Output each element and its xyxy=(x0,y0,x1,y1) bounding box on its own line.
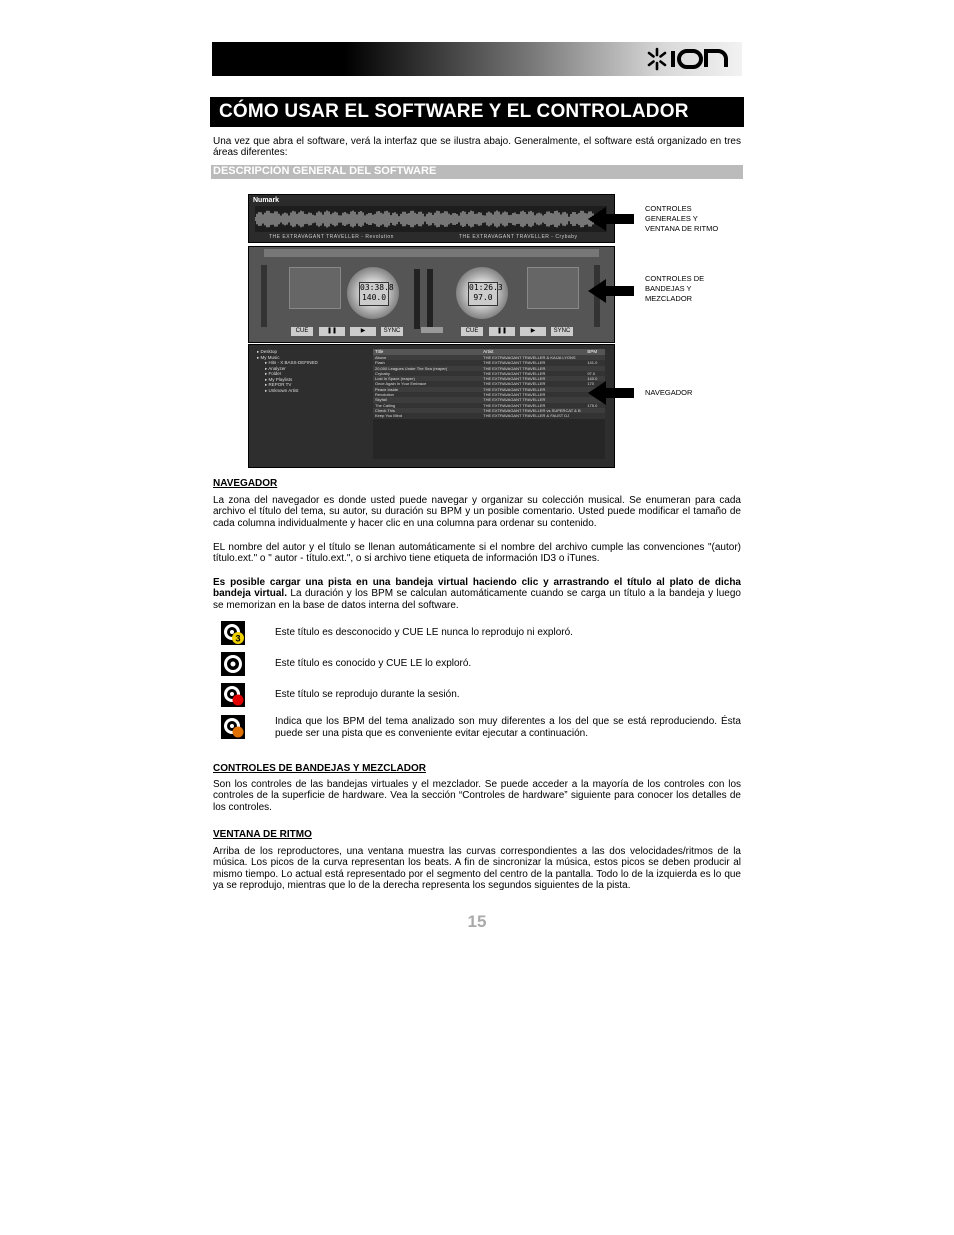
table-cell: THE EXTRAVAGANT TRAVELLER & FAUST DJ xyxy=(483,413,570,419)
table-cell: THE EXTRAVAGANT TRAVELLER xyxy=(483,392,546,398)
track-left-label: THE EXTRAVAGANT TRAVELLER - Revolution xyxy=(269,234,394,240)
table-cell: THE EXTRAVAGANT TRAVELLER xyxy=(483,376,546,382)
software-screenshot xyxy=(248,194,646,472)
navegador-heading: NAVEGADOR xyxy=(213,478,278,489)
intro-paragraph: Una vez que abra el software, verá la interfaz que se ilustra abajo. Generalmente, el software está organizado en tres áreas diferentes: xyxy=(213,136,741,159)
header-bar xyxy=(212,42,742,76)
right-vu-meter xyxy=(427,269,433,329)
navegador-p3-bold: Es posible cargar una pista en una bandeja virtual haciendo clic y arrastrando el título al plato de dicha bandeja virtual. xyxy=(213,577,741,600)
table-cell: 97.0 xyxy=(587,370,596,376)
left-play-button[interactable]: ▶ xyxy=(350,327,376,336)
table-cell: Flash xyxy=(375,360,385,366)
crossfader[interactable] xyxy=(421,327,443,333)
right-time: 01:26.3 xyxy=(469,283,503,292)
table-cell: 141.0 xyxy=(587,360,598,366)
folder-tree xyxy=(255,349,367,459)
legend-text: Indica que los BPM del tema analizado son muy diferentes a los del que se está reproduciendo. Ésta puede ser una pista que es conveniente evitar ejecutar a continuación. xyxy=(275,716,741,739)
arrow-icon xyxy=(588,379,638,407)
browser-panel xyxy=(248,344,615,468)
column-header[interactable]: BPM xyxy=(587,349,598,354)
left-deck-display xyxy=(359,282,394,306)
svg-text:3: 3 xyxy=(235,633,241,644)
callout-general-controls xyxy=(645,204,718,234)
table-cell: THE EXTRAVAGANT TRAVELLER xyxy=(483,381,546,387)
page-title: CÓMO USAR EL SOFTWARE Y EL CONTROLADOR xyxy=(219,101,689,122)
left-pause-button[interactable]: ❚❚ xyxy=(319,327,345,336)
played-track-icon xyxy=(221,683,245,707)
right-deck-display xyxy=(468,282,503,306)
table-cell: 170 xyxy=(587,381,594,387)
callout-browser xyxy=(645,388,692,398)
brand-label: Numark xyxy=(253,197,280,204)
callout-decks-mixer xyxy=(645,274,704,304)
page-number: 15 xyxy=(467,912,487,931)
ventana-heading: VENTANA DE RITMO xyxy=(213,829,312,840)
folder-item[interactable]: ▸ REPOR TV xyxy=(265,382,292,387)
table-cell: Revolution xyxy=(375,392,394,398)
right-cue-button[interactable]: CUE xyxy=(461,327,483,336)
controles-heading: CONTROLES DE BANDEJAS Y MEZCLADOR xyxy=(213,763,426,774)
left-time: 03:38.8 xyxy=(360,283,394,292)
callout-line: GENERALES Y xyxy=(645,214,698,223)
table-cell: 140.0 xyxy=(587,376,598,382)
general-controls-panel xyxy=(248,194,615,243)
table-cell: Lost In Space (reaper) xyxy=(375,376,415,382)
right-pause-button[interactable]: ❚❚ xyxy=(489,327,515,336)
table-cell: THE EXTRAVAGANT TRAVELLER & KAIJA LYONS xyxy=(483,355,576,360)
controles-paragraph: Son los controles de las bandejas virtuales y el mezclador. Se puede acceder a la mayoría de los controles con los controles de la superficie de hardware. Vea la sección “Controles de hardware” siguiente para conocer los detalles de los controles. xyxy=(213,779,741,813)
table-cell: THE EXTRAVAGANT TRAVELLER xyxy=(483,402,546,408)
table-cell: The Calling xyxy=(375,402,396,408)
table-row[interactable] xyxy=(373,413,605,418)
table-cell: Peace Inside xyxy=(375,386,399,392)
column-header[interactable]: Title xyxy=(375,349,384,354)
navegador-p3-rest: La duración y los BPM se calculan automáticamente cuando se carga un título a la bandeja y luego se memorizan en la base de datos interna del software. xyxy=(213,588,741,611)
navegador-paragraph-3 xyxy=(213,577,741,611)
table-cell: 175.0 xyxy=(587,402,598,408)
table-cell: THE EXTRAVAGANT TRAVELLER xyxy=(483,397,546,403)
section-title-bar xyxy=(210,97,744,127)
left-cue-button[interactable]: CUE xyxy=(291,327,313,336)
right-play-button[interactable]: ▶ xyxy=(520,327,546,336)
legend-text: Este título se reprodujo durante la sesión. xyxy=(275,689,460,700)
callout-line: CONTROLES DE xyxy=(645,274,705,283)
table-cell: Skyfall xyxy=(375,397,387,403)
callout-line: NAVEGADOR xyxy=(645,388,693,397)
left-bpm: 140.0 xyxy=(361,293,387,302)
left-sync-button[interactable]: SYNC xyxy=(381,327,403,336)
navegador-paragraph-1: La zona del navegador es donde usted puede navegar y organizar su colección musical. Se enumeran para cada archivo el título del tema, su autor, su duración su BPM y un posible comentario. Usted puede modificar el tamaño de cada columna individualmente y hacer clic en una columna para ordenar su contenido. xyxy=(213,495,741,529)
subsection-title: DESCRIPCIÓN GENERAL DEL SOFTWARE xyxy=(213,165,437,177)
right-deck-controls xyxy=(527,267,579,309)
table-cell: THE EXTRAVAGANT TRAVELLER xyxy=(483,386,546,392)
waveform xyxy=(255,206,607,232)
arrow-icon xyxy=(588,277,638,305)
right-platter[interactable] xyxy=(456,267,508,319)
track-list xyxy=(373,349,605,459)
subsection-bar xyxy=(211,165,743,179)
folder-item[interactable]: ▸ Analyzer xyxy=(265,365,286,371)
arrow-icon xyxy=(588,205,638,233)
column-header[interactable]: Artist xyxy=(483,349,494,354)
left-platter[interactable] xyxy=(347,267,399,319)
right-sync-button[interactable]: SYNC xyxy=(551,327,573,336)
table-cell: Crybaby xyxy=(375,370,390,376)
table-cell: Keep You Mind xyxy=(375,413,402,419)
folder-item[interactable]: ▸ Desktop xyxy=(257,349,278,354)
ventana-paragraph: Arriba de los reproductores, una ventana muestra las curvas correspondientes a las dos velocidades/ritmos de la música. Los picos de la curva representan los beats. A fin de sincronizar la música, estos picos se deben producir al mismo tiempo. Lo actual está representado por el segmento del centro de la pantalla. Todo lo de la izquierda es lo que ya se reprodujo, mientras que lo de la derecha representa los segundos siguientes de la pista. xyxy=(213,846,741,892)
left-vu-meter xyxy=(414,269,420,329)
callout-line: VENTANA DE RITMO xyxy=(645,224,719,233)
callout-line: BANDEJAS Y xyxy=(645,284,692,293)
folder-item[interactable]: ▸ Folder xyxy=(265,371,282,376)
navegador-paragraph-2: EL nombre del autor y el título se llenan automáticamente si el nombre del archivo cumple las convenciones "(autor) título.ext." o " autor - título.ext.", o si archivo tiene etiqueta de información ID3 o iTunes. xyxy=(213,542,741,565)
table-cell: 20,000 Leagues Under The Sea (reaper) xyxy=(375,365,448,371)
folder-item[interactable]: ▸ Hits - X BASS-DEFINED xyxy=(265,360,318,365)
beat-window xyxy=(255,206,607,232)
table-cell: THE EXTRAVAGANT TRAVELLER vs SUPERCAT & B xyxy=(483,407,581,413)
callout-line: MEZCLADOR xyxy=(645,294,693,303)
table-cell: THE EXTRAVAGANT TRAVELLER xyxy=(483,365,546,371)
table-cell: THE EXTRAVAGANT TRAVELLER xyxy=(483,360,546,366)
overview-strip xyxy=(264,249,599,257)
ion-logo xyxy=(646,46,732,72)
folder-item[interactable]: ▸ My Music xyxy=(257,354,280,360)
folder-item[interactable]: ▸ My Playlists xyxy=(265,376,293,382)
unknown-track-icon xyxy=(221,621,245,645)
left-deck-controls xyxy=(289,267,341,309)
table-cell: THE EXTRAVAGANT TRAVELLER xyxy=(483,370,546,376)
table-cell: Check This xyxy=(375,407,395,413)
left-pitch-slider[interactable] xyxy=(261,265,267,327)
table-cell: Once Again In Your Embrace xyxy=(375,381,427,387)
known-track-icon xyxy=(221,652,245,676)
table-cell xyxy=(585,413,605,418)
legend-text: Este título es conocido y CUE LE lo exploró. xyxy=(275,658,472,669)
decks-mixer-panel xyxy=(248,246,615,343)
track-right-label: THE EXTRAVAGANT TRAVELLER - Crybaby xyxy=(459,234,578,240)
table-cell: Above xyxy=(375,355,387,360)
bpm-warning-icon xyxy=(221,715,245,739)
legend-text: Este título es desconocido y CUE LE nunca lo reprodujo ni exploró. xyxy=(275,627,573,638)
right-bpm: 97.0 xyxy=(473,293,493,302)
folder-item[interactable]: ▸ Unknown Artist xyxy=(265,387,299,393)
callout-line: CONTROLES xyxy=(645,204,692,213)
